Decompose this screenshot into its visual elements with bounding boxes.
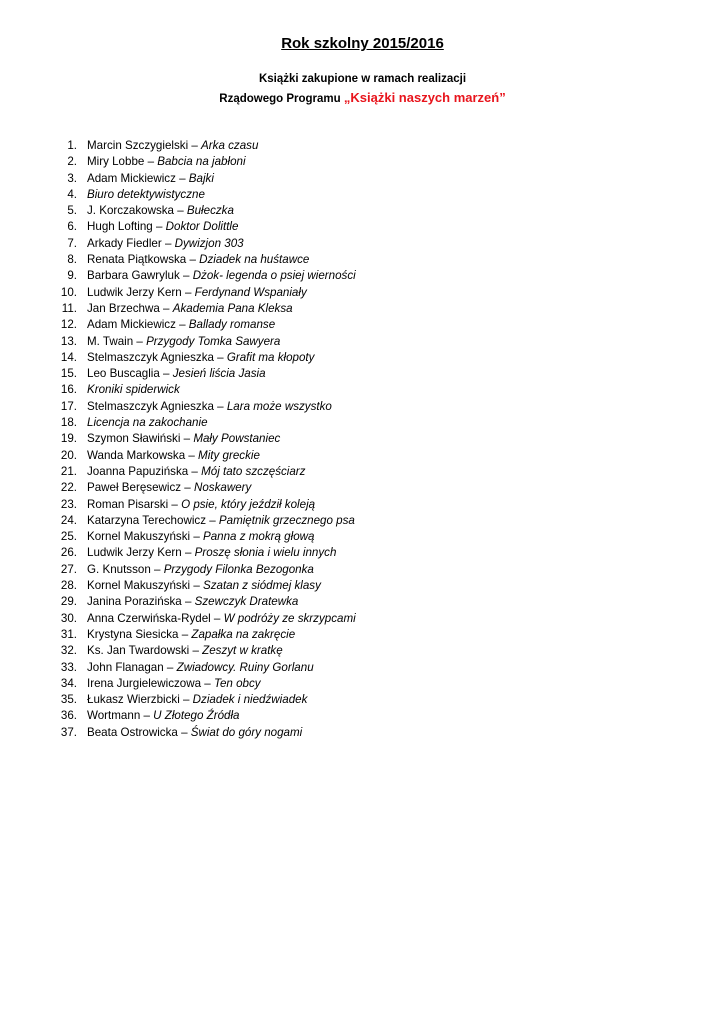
list-item-entry (87, 627, 295, 643)
book-title: Zwiadowcy. Ruiny Gorlanu (176, 660, 314, 674)
list-item-entry (87, 578, 321, 594)
book-title: Biuro detektywistyczne (87, 187, 205, 201)
book-author: Joanna Papuzińska – (87, 464, 202, 478)
list-item-number: 24. (60, 513, 77, 527)
book-author: John Flanagan – (87, 660, 177, 674)
book-author: G. Knutsson – (87, 562, 164, 576)
list-item-number: 30. (60, 611, 77, 625)
list-item-number: 21. (60, 464, 77, 478)
list-item-number: 28. (60, 579, 77, 593)
book-title: Akademia Pana Kleksa (172, 301, 293, 315)
list-item-number: 5. (67, 204, 77, 218)
book-title: Dziadek na huśtawce (199, 253, 310, 267)
list-item-number: 31. (60, 627, 77, 641)
book-title: Bajki (188, 171, 214, 185)
list-item-number: 36. (60, 709, 77, 723)
list-item-number: 29. (60, 595, 77, 609)
book-title: Babcia na jabłoni (157, 155, 246, 169)
list-item-entry (87, 399, 332, 415)
list-item-number: 26. (60, 546, 77, 560)
book-title: Przygody Tomka Sawyera (146, 334, 281, 348)
book-title: Kroniki spiderwick (87, 383, 180, 397)
book-author: Arkady Fiedler – (87, 236, 175, 250)
list-item-entry (87, 692, 307, 708)
list-item-entry (87, 545, 336, 561)
book-title: Mój tato szczęściarz (201, 464, 306, 478)
list-item-entry (87, 268, 356, 284)
book-author: Paweł Beręsewicz – (87, 481, 194, 495)
list-item-number: 13. (60, 334, 77, 348)
list-item-entry (87, 252, 309, 268)
book-title: Proszę słonia i wielu innych (194, 546, 337, 560)
book-author: Jan Brzechwa – (87, 301, 173, 315)
book-author: Irena Jurgielewiczowa – (87, 676, 214, 690)
list-item-number: 22. (60, 481, 77, 495)
list-item-number: 16. (60, 383, 77, 397)
list-item-entry (87, 236, 244, 252)
list-item-entry (87, 708, 240, 724)
book-title: Grafit ma kłopoty (226, 350, 315, 364)
list-item-number: 25. (60, 530, 77, 544)
list-item-number: 2. (67, 155, 77, 169)
book-title: U Złotego Źródła (153, 709, 240, 723)
list-item-entry (87, 415, 208, 431)
list-item-entry (87, 171, 214, 187)
list-item-entry (87, 464, 305, 480)
list-item-entry (87, 676, 261, 692)
list-item-entry (87, 660, 314, 676)
book-title: Ferdynand Wspaniały (194, 285, 307, 299)
book-author: Miry Lobbe – (87, 155, 158, 169)
list-item-entry (87, 187, 205, 203)
list-item-entry (87, 513, 355, 529)
list-item-entry (87, 219, 238, 235)
list-item-entry (87, 350, 314, 366)
list-item-number: 15. (60, 367, 77, 381)
list-item-entry (87, 594, 298, 610)
list-item-number: 35. (60, 693, 77, 707)
book-title: Dywizjon 303 (174, 236, 244, 250)
list-item-number: 6. (67, 220, 77, 234)
list-item-entry (87, 154, 246, 170)
book-author: Stelmaszczyk Agnieszka – (87, 350, 227, 364)
list-item-number: 20. (60, 448, 77, 462)
book-author: Kornel Makuszyński – (87, 579, 203, 593)
book-title: Szatan z siódmej klasy (202, 579, 321, 593)
book-title: Licencja na zakochanie (87, 416, 208, 430)
list-item-entry (87, 203, 234, 219)
list-item-number: 8. (67, 253, 77, 267)
book-title: Doktor Dolittle (165, 220, 239, 234)
list-item-number: 10. (60, 285, 77, 299)
book-author: Beata Ostrowicka – (87, 725, 191, 739)
book-author: Marcin Szczygielski – (87, 139, 202, 152)
book-author: Roman Pisarski – (87, 497, 182, 511)
list-item-number: 9. (67, 269, 77, 283)
list-item-number: 14. (60, 350, 77, 364)
book-title: Bułeczka (186, 204, 234, 218)
book-author: Ludwik Jerzy Kern – (87, 285, 195, 299)
book-author: J. Korczakowska – (87, 204, 187, 218)
book-author: Stelmaszczyk Agnieszka – (87, 399, 227, 413)
book-author: M. Twain – (87, 334, 147, 348)
book-title: Dziadek i niedźwiadek (192, 693, 308, 707)
list-item-number: 23. (60, 497, 77, 511)
list-item-number: 27. (60, 562, 77, 576)
book-author: Ludwik Jerzy Kern – (87, 546, 195, 560)
list-item-number: 7. (67, 236, 77, 250)
subtitle-line-2 (0, 90, 725, 105)
book-author: Krystyna Siesicka – (87, 627, 192, 641)
list-item-entry (87, 529, 314, 545)
subtitle-prefix: Rządowego Programu (219, 93, 344, 105)
book-title: Zapałka na zakręcie (191, 627, 296, 641)
list-item-number: 3. (67, 171, 77, 185)
list-item-number: 34. (60, 676, 77, 690)
book-title: Arka czasu (201, 139, 259, 152)
book-author: Wortmann – (87, 709, 154, 723)
list-item-entry (87, 643, 283, 659)
book-title: Mity greckie (198, 448, 260, 462)
list-item-number: 11. (61, 301, 77, 315)
book-author: Łukasz Wierzbicki – (87, 693, 193, 707)
book-author: Leo Buscaglia – (87, 367, 173, 381)
book-author: Adam Mickiewicz – (87, 171, 189, 185)
list-item-entry (87, 285, 307, 301)
book-author: Wanda Markowska – (87, 448, 199, 462)
list-item-entry (87, 334, 280, 350)
list-item-entry (87, 382, 180, 398)
list-item-number: 12. (60, 318, 77, 332)
list-item-number: 33. (60, 660, 77, 674)
list-item-entry (87, 480, 251, 496)
list-item-entry (87, 725, 302, 741)
book-author: Kornel Makuszyński – (87, 530, 203, 544)
book-title: Panna z mokrą głową (202, 530, 315, 544)
book-title: Świat do góry nogami (190, 725, 303, 739)
book-title: Pamiętnik grzecznego psa (218, 513, 355, 527)
book-author: Ks. Jan Twardowski – (87, 644, 203, 658)
book-title: Mały Powstaniec (193, 432, 281, 446)
list-item-entry (87, 497, 315, 513)
list-item-number: 4. (67, 187, 77, 201)
list-item-number: 32. (60, 644, 77, 658)
book-title: W podróży ze skrzypcami (223, 611, 356, 625)
list-item-number: 1. (67, 139, 77, 152)
list-item-number: 19. (60, 432, 77, 446)
book-title: Lara może wszystko (226, 399, 332, 413)
book-author: Hugh Lofting – (87, 220, 166, 234)
list-item-number: 18. (60, 416, 77, 430)
list-item-entry (87, 138, 258, 154)
book-title: O psie, który jeździł koleją (181, 497, 316, 511)
list-item-entry (87, 317, 275, 333)
program-name: „Książki naszych marzeń” (343, 90, 506, 105)
book-title: Dżok- legenda o psiej wierności (192, 269, 356, 283)
book-author: Renata Piątkowska – (87, 253, 200, 267)
book-title: Jesień liścia Jasia (172, 367, 266, 381)
list-item-number: 37. (60, 725, 77, 739)
list-item-entry (87, 448, 260, 464)
list-item-entry (87, 611, 356, 627)
book-author: Adam Mickiewicz – (87, 318, 189, 332)
page-title: Rok szkolny 2015/2016 (281, 35, 444, 52)
book-title: Ballady romanse (188, 318, 276, 332)
book-author: Janina Porazińska – (87, 595, 195, 609)
book-author: Katarzyna Terechowicz – (87, 513, 219, 527)
book-author: Barbara Gawryluk – (87, 269, 193, 283)
subtitle-line-1: Książki zakupione w ramach realizacji (258, 73, 467, 85)
list-item-entry (87, 431, 280, 447)
book-title: Zeszyt w kratkę (202, 644, 283, 658)
book-title: Noskawery (193, 481, 252, 495)
book-title: Szewczyk Dratewka (194, 595, 299, 609)
list-item-entry (87, 301, 293, 317)
book-title: Przygody Filonka Bezogonka (163, 562, 314, 576)
book-title: Ten obcy (213, 676, 261, 690)
book-author: Anna Czerwińska-Rydel – (87, 611, 224, 625)
list-item-number: 17. (60, 399, 77, 413)
book-author: Szymon Sławiński – (87, 432, 194, 446)
list-item-entry (87, 366, 266, 382)
list-item-entry (87, 562, 314, 578)
